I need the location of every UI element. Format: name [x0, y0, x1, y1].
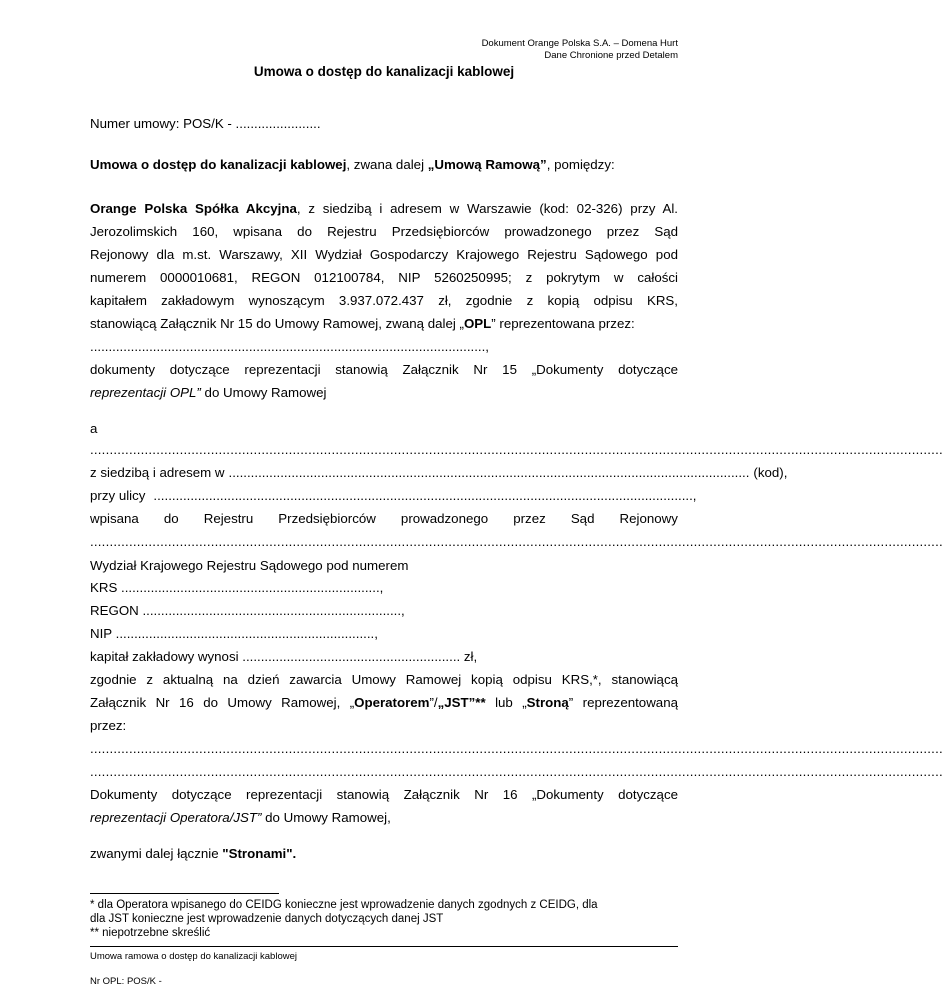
conf2-c: ”/ — [429, 695, 438, 710]
opl-line-3: Rejonowy dla m.st. Warszawy, XII Wydział Gospodarczy Krajowego Rejestru Sądowego pod — [90, 247, 678, 262]
opl-line-6-a: stanowiącą Załącznik Nr 15 do Umowy Ramowej, zwaną dalej „ — [90, 316, 464, 331]
opl-line-6 — [90, 316, 635, 331]
party-krs: KRS ......................................................................, — [90, 580, 384, 595]
intro-mid: , zwana dalej — [346, 157, 428, 172]
party-registry-line — [90, 511, 678, 526]
party-wydzial: Wydział Krajowego Rejestru Sądowego pod numerem — [90, 558, 409, 573]
intro-bold: Umowa o dostęp do kanalizacji kablowej — [90, 157, 347, 172]
party-street-blank: .................................................................................................................................................., — [153, 488, 697, 503]
footer-line-2: Nr OPL: POS/K - — [90, 976, 162, 987]
registry-word: wpisana — [90, 511, 139, 526]
header-line-1: Dokument Orange Polska S.A. – Domena Hurt — [481, 38, 678, 49]
contract-number: Numer umowy: POS/K - ....................... — [90, 116, 321, 131]
footer-line-1: Umowa ramowa o dostęp do kanalizacji kablowej — [90, 951, 297, 962]
party-nip: NIP ......................................................................, — [90, 626, 378, 641]
party-docs-1: Dokumenty dotyczące reprezentacji stanowią Załącznik Nr 16 „Dokumenty dotyczące — [90, 787, 678, 802]
operator-term: Operatorem — [354, 695, 430, 710]
opl-line-6-b: ” reprezentowana przez: — [491, 316, 635, 331]
intro-bold-2: „Umową Ramową” — [427, 157, 547, 172]
registry-word: do — [163, 511, 179, 526]
registry-word: Rejestru — [203, 511, 254, 526]
opl-abbrev: OPL — [463, 316, 492, 331]
opl-name: Orange Polska Spółka Akcyjna — [90, 201, 297, 216]
opl-line-9 — [90, 385, 326, 400]
registry-word: Sąd — [570, 511, 595, 526]
document-header — [482, 38, 678, 62]
party-regon: REGON ......................................................................, — [90, 603, 405, 618]
intro-end: , pomiędzy: — [546, 157, 615, 172]
registry-word: Rejonowy — [619, 511, 678, 526]
conf2-e: ” reprezentowaną — [568, 695, 678, 710]
party-docs-2-italic: reprezentacji Operatora/JST” — [90, 810, 262, 825]
document-title: Umowa o dostęp do kanalizacji kablowej — [253, 64, 515, 79]
strona-term: Stroną — [526, 695, 569, 710]
party-street-line — [90, 488, 697, 503]
footnote-3: ** niepotrzebne skreślić — [90, 927, 211, 939]
conf2-a: Załącznik Nr 16 do Umowy Ramowej, „ — [90, 695, 355, 710]
opl-line-4: numerem 0000010681, REGON 012100784, NIP 5260250995; z pokrytym w całości — [90, 270, 678, 285]
registry-word: prowadzonego — [400, 511, 489, 526]
party-seat-code: (kod), — [753, 465, 788, 480]
registry-word: Przedsiębiorców — [278, 511, 376, 526]
stronami-a: zwanymi dalej łącznie — [90, 846, 223, 861]
footer-rule — [90, 946, 678, 947]
party-seat-line — [90, 465, 788, 480]
opl-line-1-rest: , z siedzibą i adresem w Warszawie (kod: 02-326) przy Al. — [296, 201, 678, 216]
opl-line-2: Jerozolimskich 160, wpisana do Rejestru Przedsiębiorców prowadzonego przez Sąd — [90, 224, 678, 239]
party-docs-2 — [90, 810, 391, 825]
intro-paragraph — [90, 157, 615, 172]
jst-term: „JST”** — [437, 695, 486, 710]
party-conformity-1: zgodnie z aktualną na dzień zawarcia Umowy Ramowej kopią odpisu KRS,*, stanowiącą — [90, 672, 678, 687]
party-street-label: przy ulicy — [90, 488, 146, 503]
header-line-2: Dane Chronione przed Detalem — [544, 50, 678, 61]
opl-line-9-italic: reprezentacji OPL” — [90, 385, 201, 400]
footnote-2: dla JST konieczne jest wprowadzenie danych dotyczących danej JST — [90, 913, 444, 925]
party-a: a — [90, 421, 98, 436]
footnote-separator — [90, 893, 279, 894]
party-rep-blank-2 — [90, 764, 632, 779]
party-seat-label: z siedzibą i adresem w — [90, 465, 225, 480]
opl-line-1 — [90, 201, 678, 216]
footnote-1: * dla Operatora wpisanego do CEIDG konieczne jest wprowadzenie danych zgodnych z CEIDG, dla — [90, 899, 598, 911]
stronami-line — [90, 846, 296, 861]
opl-line-5: kapitałem zakładowym wynoszącym 3.937.072.437 zł, zgodnie z kopią odpisu KRS, — [90, 293, 678, 308]
party-seat-blank: ............................................................................................................................................. — [228, 465, 750, 480]
opl-line-9-rest: do Umowy Ramowej — [200, 385, 327, 400]
registry-word: przez — [513, 511, 546, 526]
party-name-blank — [90, 442, 678, 457]
party-capital: kapitał zakładowy wynosi ........................................................... zł, — [90, 649, 478, 664]
party-przez: przez: — [90, 718, 127, 733]
party-court-blank — [90, 534, 678, 549]
party-rep-blank-1 — [90, 741, 632, 756]
stronami-b: "Stronami". — [222, 846, 297, 861]
party-conformity-2 — [90, 695, 678, 710]
opl-representative-blank: ..........................................................................................................., — [90, 339, 489, 354]
opl-line-8: dokumenty dotyczące reprezentacji stanowią Załącznik Nr 15 „Dokumenty dotyczące — [90, 362, 678, 377]
conf2-d: lub „ — [485, 695, 527, 710]
party-docs-2-rest: do Umowy Ramowej, — [261, 810, 391, 825]
